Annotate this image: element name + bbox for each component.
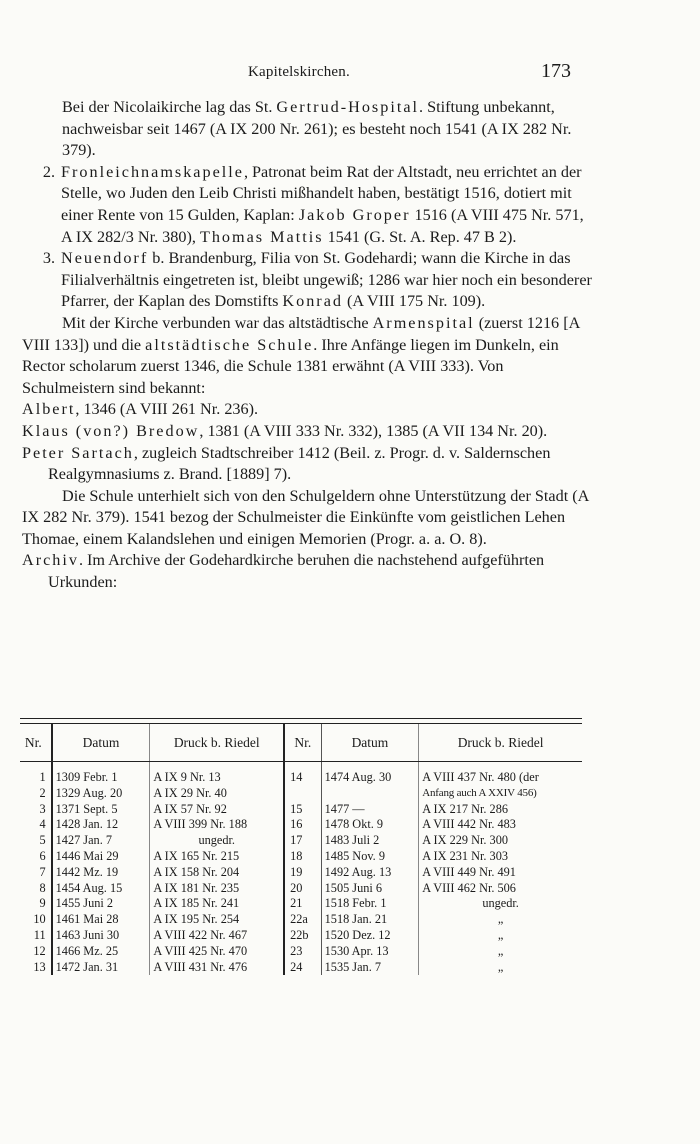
table-row: 2 1329 Aug. 20 A IX 29 Nr. 40 Anfang auch A XXIV 456) — [20, 786, 582, 802]
table-top-rule — [20, 718, 582, 719]
item-text: Neuendorf b. Brandenburg, Filia von St. Godehardi; wann die Kirche in das Filialverhältnis eingetreten ist, bleibt ungewiß; 1286 war hier noch ein besonderer Pfarrer, der Kaplan des Domstifts Konrad (A VIII 175 Nr. 109). — [61, 249, 592, 311]
archiv-label: Archiv — [22, 551, 79, 570]
list-item — [22, 248, 592, 313]
running-head: Kapitelskirchen. — [248, 64, 350, 80]
table-row: 3 1371 Sept. 5 A IX 57 Nr. 92 15 1477 — A IX 217 Nr. 286 — [20, 802, 582, 818]
table-row: 12 1466 Mz. 25 A VIII 425 Nr. 470 23 1530 Apr. 13 „ — [20, 944, 582, 960]
column-header-nr: Nr. — [20, 724, 52, 762]
spaced-name: Thomas Mattis — [199, 227, 324, 246]
spaced-name: Gertrud-Hospital — [276, 98, 420, 116]
table-row: 5 1427 Jan. 7 ungedr. 17 1483 Juli 2 A IX 229 Nr. 300 — [20, 833, 582, 849]
teacher-entry: Albert, 1346 (A VIII 261 Nr. 236). — [22, 400, 259, 419]
body-text — [22, 97, 592, 594]
page-header — [0, 60, 700, 90]
hospital-paragraph: Bei der Nicolaikirche lag das St. Gertrud-Hospital. Stiftung unbekannt, nachweisbar seit 1467 (A IX 200 Nr. 261); es besteht noch 1541 (A IX 282 Nr. 379). — [62, 98, 572, 160]
column-header-datum: Datum — [321, 724, 419, 762]
page-number: 173 — [541, 60, 571, 82]
table-body — [20, 762, 582, 976]
spaced-name: Konrad — [282, 292, 343, 311]
spaced-name: Jakob Groper — [298, 205, 411, 224]
documents-table-wrap — [20, 718, 582, 975]
archiv-paragraph: Archiv. Im Archive der Godehardkirche beruhen die nachstehend aufgeführten Urkunden: — [22, 551, 545, 592]
teacher-name: Klaus (von?) Bredow — [22, 421, 200, 440]
teacher-name: Peter Sartach — [22, 443, 134, 462]
table-row: 9 1455 Juni 2 A IX 185 Nr. 241 21 1518 Febr. 1 ungedr. — [20, 896, 582, 912]
table-row: 7 1442 Mz. 19 A IX 158 Nr. 204 19 1492 Aug. 13 A VIII 449 Nr. 491 — [20, 865, 582, 881]
spaced-name: Neuendorf — [61, 249, 149, 268]
table-row: 11 1463 Juni 30 A VIII 422 Nr. 467 22b 1520 Dez. 12 „ — [20, 928, 582, 944]
teacher-name: Albert — [22, 400, 76, 419]
table-row: 4 1428 Jan. 12 A VIII 399 Nr. 188 16 1478 Okt. 9 A VIII 442 Nr. 483 — [20, 817, 582, 833]
teacher-entry: Peter Sartach, zugleich Stadtschreiber 1412 (Beil. z. Progr. d. v. Saldernschen Realgymnasiums z. Brand. [1889] 7). — [22, 443, 551, 484]
column-header-druck: Druck b. Riedel — [150, 724, 284, 762]
school-paragraph: Die Schule unterhielt sich von den Schulgeldern ohne Unterstützung der Stadt (A IX 282 Nr. 379). 1541 bezog der Schulmeister die Einkünfte vom geistlichen Lehen Thomae, einem Kalandslehen und einigen Memorien (Progr. a. a. O. 8). — [22, 486, 589, 548]
item-number: 3. — [42, 249, 55, 268]
list-item — [22, 162, 592, 248]
table-row: 6 1446 Mai 29 A IX 165 Nr. 215 18 1485 Nov. 9 A IX 231 Nr. 303 — [20, 849, 582, 865]
column-header-druck: Druck b. Riedel — [419, 724, 582, 762]
spaced-name: Armenspital — [372, 313, 475, 332]
table-row: 8 1454 Aug. 15 A IX 181 Nr. 235 20 1505 Juni 6 A VIII 462 Nr. 506 — [20, 881, 582, 897]
spaced-name: altstädtische Schule — [145, 335, 314, 354]
table-header-row — [20, 724, 582, 762]
column-header-nr: Nr. — [284, 724, 321, 762]
table-row: 13 1472 Jan. 31 A VIII 431 Nr. 476 24 1535 Jan. 7 „ — [20, 960, 582, 976]
documents-table — [20, 724, 582, 975]
spaced-name: Fronleichnamskapelle — [61, 162, 244, 181]
armenspital-paragraph: Mit der Kirche verbunden war das altstädtische Armenspital (zuerst 1216 [A VIII 133]) und die altstädtische Schule. Ihre Anfänge liegen im Dunkeln, ein Rector scholarum zuerst 1346, die Schule 1381 erwähnt (A VIII 333). Von Schulmeistern sind bekannt: — [22, 313, 580, 397]
item-number: 2. — [42, 162, 55, 181]
column-header-datum: Datum — [52, 724, 150, 762]
table-row: 10 1461 Mai 28 A IX 195 Nr. 254 22a 1518 Jan. 21 „ — [20, 912, 582, 928]
teacher-entry: Klaus (von?) Bredow, 1381 (A VIII 333 Nr. 332), 1385 (A VII 134 Nr. 20). — [22, 421, 548, 440]
item-text: Fronleichnamskapelle, Patronat beim Rat der Altstadt, neu errichtet an der Stelle, wo Juden den Leib Christi mißhandelt haben, bestätigt 1516, dotiert mit einer Rente von 15 Gulden, Kaplan: Jakob Groper 1516 (A VIII 475 Nr. 571, A IX 282/3 Nr. 380), Thomas Mattis 1541 (G. St. A. Rep. 47 B 2). — [61, 162, 584, 246]
table-row: 1 1309 Febr. 1 A IX 9 Nr. 13 14 1474 Aug. 30 A VIII 437 Nr. 480 (der — [20, 762, 582, 786]
